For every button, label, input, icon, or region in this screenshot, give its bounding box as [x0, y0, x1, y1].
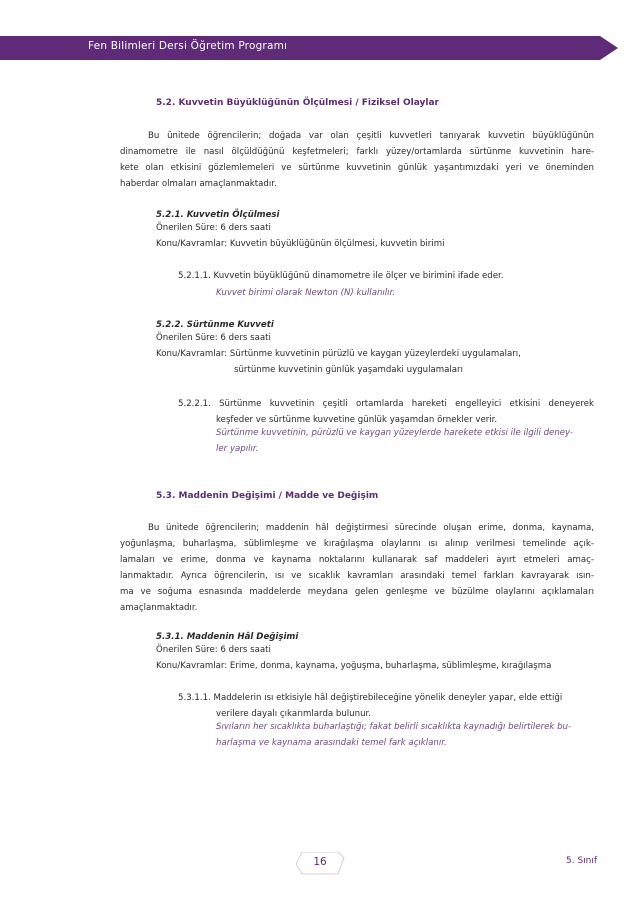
outcome-5-2-2-1-cont: keşfeder ve sürtünme kuvvetine günlük yaşamdan örnekler verir.: [216, 415, 498, 425]
section-5-3-title: 5.3. Maddenin Değişimi / Madde ve Değişim: [156, 491, 379, 501]
outcome-5-3-1-1: 5.3.1.1. Maddelerin ısı etkisiyle hâl değiştirebileceğine yönelik deneyler yapar, elde ettiği: [178, 693, 563, 703]
subsection-5-2-2-duration: Önerilen Süre: 6 ders saati: [156, 333, 271, 343]
note-5-2-1-1: Kuvvet birimi olarak Newton (N) kullanılır.: [216, 288, 396, 298]
subsection-5-3-1-concepts: Konu/Kavramlar: Erime, donma, kaynama, yoğuşma, buharlaşma, süblimleşme, kırağılaşma: [156, 661, 552, 671]
intro-line: amaçlanmaktadır.: [120, 603, 198, 613]
header-title: Fen Bilimleri Dersi Öğretim Programı: [88, 40, 288, 52]
subsection-5-2-1-duration: Önerilen Süre: 6 ders saati: [156, 223, 271, 233]
intro-line: haberdar olmaları amaçlanmaktadır.: [120, 179, 277, 189]
section-5-2-intro: [120, 128, 594, 192]
subsection-5-2-2-concepts: Konu/Kavramlar: Sürtünme kuvvetinin pürüzlü ve kaygan yüzeylerdeki uygulamaları,: [156, 349, 521, 359]
page-number: 16: [313, 856, 327, 868]
intro-line: Bu ünitede öğrencilerin; doğada var olan çeşitli kuvvetleri tanıyarak kuvvetin büyüklüğünün: [148, 131, 594, 141]
intro-line: kete olan etkisini gözlemlemeleri ve sürtünme kuvvetinin günlük yaşantımızdaki yeri ve öneminden: [120, 163, 594, 173]
subsection-5-2-1-title: 5.2.1. Kuvvetin Ölçülmesi: [156, 210, 280, 220]
intro-line: lamaları ve erime, donma ve kaynama noktalarını kullanarak saf maddeleri ayırt etmeleri amaç-: [120, 555, 594, 565]
note-5-2-2-1: Sürtünme kuvvetinin, pürüzlü ve kaygan yüzeylerde harekete etkisi ile ilgili deney-: [216, 428, 573, 438]
intro-line: dinamometre ile nasıl ölçüldüğünü keşfetmeleri; farklı yüzey/ortamlarda sürtünme kuvvetinin hare-: [120, 147, 594, 157]
outcome-5-2-1-1: 5.2.1.1. Kuvvetin büyüklüğünü dinamometre ile ölçer ve birimini ifade eder.: [178, 271, 504, 281]
intro-line: ma ve soğuma esnasında maddelerde meydana gelen genleşme ve büzülme olaylarını açıklamaları: [120, 587, 594, 597]
intro-line: lanmaktadır. Ayrıca öğrencilerin, ısı ve sıcaklık kavramları arasındaki temel farkları kavrayarak ısın-: [120, 571, 594, 581]
outcome-5-3-1-1-cont: verilere dayalı çıkarımlarda bulunur.: [216, 709, 372, 719]
note-5-2-2-1-cont: ler yapılır.: [216, 444, 259, 454]
intro-line: yoğunlaşma, buharlaşma, süblimleşme ve kırağılaşma olaylarını ısı alınıp verilmesi temelinde açık-: [120, 539, 594, 549]
section-5-3-intro: [120, 520, 594, 616]
subsection-5-2-2-title: 5.2.2. Sürtünme Kuvveti: [156, 320, 274, 330]
intro-line: Bu ünitede öğrencilerin; maddenin hâl değiştirmesi sürecinde oluşan erime, donma, kaynama,: [148, 523, 594, 533]
subsection-5-2-2-concepts-cont: sürtünme kuvvetinin günlük yaşamdaki uygulamaları: [234, 365, 463, 375]
section-5-2-title: 5.2. Kuvvetin Büyüklüğünün Ölçülmesi / Fiziksel Olaylar: [156, 98, 439, 108]
subsection-5-3-1-title: 5.3.1. Maddenin Hâl Değişimi: [156, 632, 299, 642]
note-5-3-1-1: Sıvıların her sıcaklıkta buharlaştığı; fakat belirli sıcaklıkta kaynadığı belirtilerek bu-: [216, 722, 572, 732]
subsection-5-3-1-duration: Önerilen Süre: 6 ders saati: [156, 645, 271, 655]
grade-label: 5. Sınıf: [566, 856, 598, 866]
subsection-5-2-1-concepts: Konu/Kavramlar: Kuvvetin büyüklüğünün ölçülmesi, kuvvetin birimi: [156, 239, 445, 249]
note-5-3-1-1-cont: harlaşma ve kaynama arasındaki temel fark açıklanır.: [216, 738, 447, 748]
outcome-5-2-2-1: 5.2.2.1. Sürtünme kuvvetinin çeşitli ortamlarda hareketi engelleyici etkisini deneyerek: [178, 399, 594, 409]
